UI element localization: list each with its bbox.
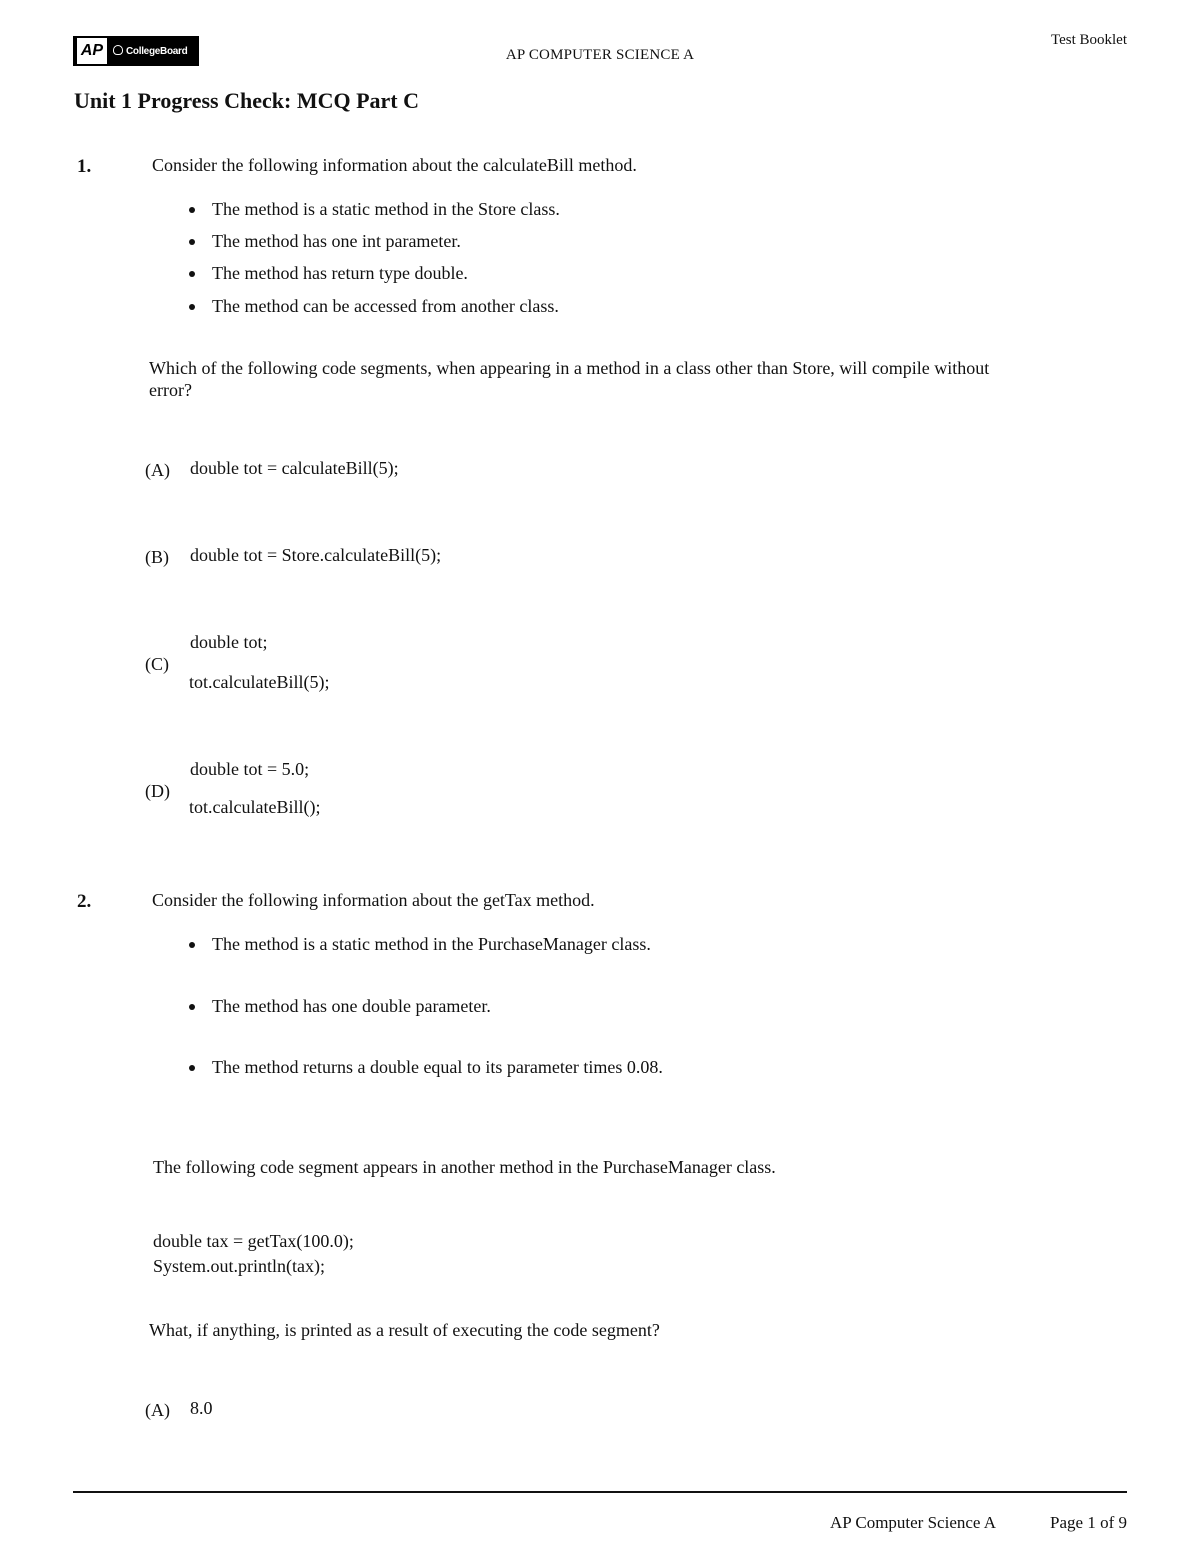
question-2-bullet: The method returns a double equal to its parameter times 0.08. <box>212 1057 663 1077</box>
question-1-prompt: Which of the following code segments, when appearing in a method in a class other than Store, will compile without <box>149 358 990 378</box>
footer-course: AP Computer Science A <box>830 1513 997 1532</box>
footer-page-number: Page 1 of 9 <box>1050 1513 1127 1532</box>
question-1-bullet: The method has one int parameter. <box>212 231 461 251</box>
question-2-code-line-1: double tax = getTax(100.0); <box>153 1231 354 1251</box>
question-1-number: 1. <box>77 156 92 177</box>
option-b-letter[interactable]: (B) <box>145 547 169 567</box>
question-2-bullet: The method has one double parameter. <box>212 996 491 1016</box>
option-a-code[interactable]: double tot = calculateBill(5); <box>190 458 399 478</box>
header-booklet-label: Test Booklet <box>1050 32 1127 48</box>
ap-logo-mark: AP <box>77 38 107 64</box>
question-1-bullet: The method has return type double. <box>212 263 468 283</box>
bullet-icon <box>189 304 195 310</box>
bullet-icon <box>189 1065 195 1071</box>
option-c-letter[interactable]: (C) <box>145 654 169 674</box>
option-a-letter[interactable]: (A) <box>145 1400 170 1420</box>
collegeboard-logo-text: CollegeBoard <box>113 45 187 57</box>
bullet-icon <box>189 942 195 948</box>
question-2-number: 2. <box>77 891 92 912</box>
question-1-intro: Consider the following information about the calculateBill method. <box>152 155 637 175</box>
bullet-icon <box>189 207 195 213</box>
option-d-code-line-1[interactable]: double tot = 5.0; <box>190 759 310 779</box>
question-1-bullet: The method can be accessed from another class. <box>212 296 559 316</box>
header-course-title: AP COMPUTER SCIENCE A <box>505 47 695 63</box>
bullet-icon <box>189 239 195 245</box>
option-c-code-line-2[interactable]: tot.calculateBill(5); <box>189 672 330 692</box>
option-c-code-line-1[interactable]: double tot; <box>190 632 268 652</box>
question-1-prompt-continued: error? <box>149 380 192 400</box>
question-1-bullet: The method is a static method in the Store class. <box>212 199 560 219</box>
option-a-value[interactable]: 8.0 <box>190 1398 213 1418</box>
option-d-letter[interactable]: (D) <box>145 781 170 801</box>
question-2-code-line-2: System.out.println(tax); <box>153 1256 325 1276</box>
question-2-intro: Consider the following information about the getTax method. <box>152 890 595 910</box>
page-title: Unit 1 Progress Check: MCQ Part C <box>74 88 420 113</box>
question-2-prompt: What, if anything, is printed as a result of executing the code segment? <box>149 1320 660 1340</box>
option-b-code[interactable]: double tot = Store.calculateBill(5); <box>190 545 442 565</box>
option-a-letter[interactable]: (A) <box>145 460 170 480</box>
question-2-context: The following code segment appears in another method in the PurchaseManager class. <box>153 1157 776 1177</box>
bullet-icon <box>189 271 195 277</box>
bullet-icon <box>189 1004 195 1010</box>
question-2-bullet: The method is a static method in the PurchaseManager class. <box>212 934 651 954</box>
option-d-code-line-2[interactable]: tot.calculateBill(); <box>189 797 321 817</box>
footer-divider <box>73 1491 1127 1493</box>
